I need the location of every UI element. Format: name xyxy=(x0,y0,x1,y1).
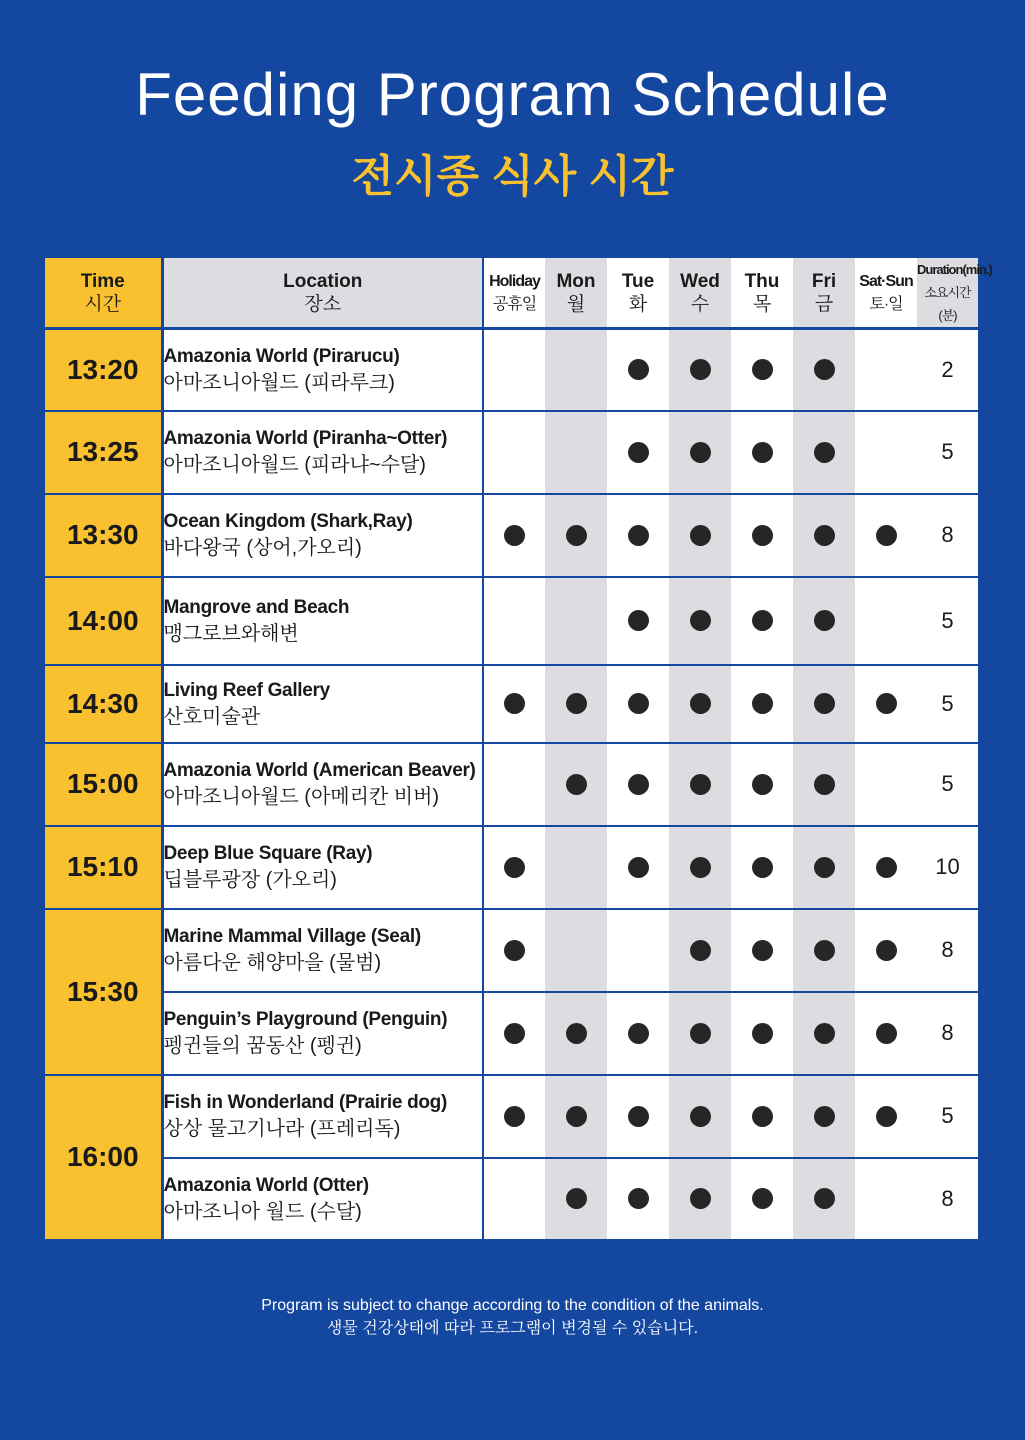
scheduled-dot-icon xyxy=(814,1023,835,1044)
footer-note-en: Program is subject to change according to the condition of the animals. xyxy=(261,1297,764,1314)
scheduled-dot-icon xyxy=(814,610,835,631)
schedule-body xyxy=(45,329,978,1240)
table-row xyxy=(45,1158,978,1240)
day-cell-mon xyxy=(545,826,607,909)
day-cell-thu xyxy=(731,909,793,992)
day-cell-tue xyxy=(607,329,669,411)
page-title: Feeding Program Schedule xyxy=(135,61,890,128)
day-cell-mon xyxy=(545,411,607,494)
header-day-kr: 화 xyxy=(628,293,648,315)
location-name-kr: 딥블루광장 (가오리) xyxy=(163,869,337,891)
location-cell xyxy=(162,909,483,992)
location-name-en: Penguin’s Playground (Penguin) xyxy=(163,1009,448,1030)
scheduled-dot-icon xyxy=(690,442,711,463)
location-cell xyxy=(162,826,483,909)
location-cell xyxy=(162,1158,483,1240)
header-day-en: Holiday xyxy=(489,272,540,290)
day-cell-fri xyxy=(793,494,855,577)
location-name-en: Amazonia World (Otter) xyxy=(163,1174,369,1196)
scheduled-dot-icon xyxy=(814,1188,835,1209)
header-duration-kr: 소요시간(분) xyxy=(924,285,971,323)
schedule-table xyxy=(45,258,992,1241)
duration-cell: 5 xyxy=(917,577,978,665)
header-time-kr: 시간 xyxy=(84,293,122,315)
header-day-en: Wed xyxy=(680,270,720,292)
duration-cell: 8 xyxy=(917,992,978,1075)
header-duration-en: Duration(min.) xyxy=(917,262,992,277)
location-name-en: Ocean Kingdom (Shark,Ray) xyxy=(163,511,413,532)
feeding-time: 15:10 xyxy=(45,826,162,909)
scheduled-dot-icon xyxy=(752,940,773,961)
table-row xyxy=(45,1075,978,1158)
day-cell-mon xyxy=(545,665,607,743)
header-location-kr: 장소 xyxy=(304,293,342,315)
scheduled-dot-icon xyxy=(752,693,773,714)
location-name-en: Amazonia World (Piranha~Otter) xyxy=(163,428,448,449)
day-cell-wed xyxy=(669,329,731,411)
location-name-kr: 아마조니아 월드 (수달) xyxy=(163,1200,362,1223)
scheduled-dot-icon xyxy=(504,1023,525,1044)
day-cell-wed xyxy=(669,665,731,743)
table-row xyxy=(45,411,978,494)
location-cell xyxy=(162,1075,483,1158)
header-day-fri xyxy=(793,258,855,329)
header-day-kr: 목 xyxy=(752,293,772,315)
scheduled-dot-icon xyxy=(566,1023,587,1044)
scheduled-dot-icon xyxy=(814,359,835,380)
scheduled-dot-icon xyxy=(504,693,525,714)
day-cell-satsun xyxy=(855,665,917,743)
header-day-mon xyxy=(545,258,607,329)
day-cell-wed xyxy=(669,494,731,577)
day-cell-tue xyxy=(607,494,669,577)
day-cell-fri xyxy=(793,577,855,665)
scheduled-dot-icon xyxy=(504,857,525,878)
header-day-wed xyxy=(669,258,731,329)
scheduled-dot-icon xyxy=(876,693,897,714)
day-cell-fri xyxy=(793,826,855,909)
scheduled-dot-icon xyxy=(752,1106,773,1127)
day-cell-wed xyxy=(669,1075,731,1158)
location-name-en: Deep Blue Square (Ray) xyxy=(163,843,373,864)
scheduled-dot-icon xyxy=(876,1023,897,1044)
header-time-en: Time xyxy=(80,270,125,292)
day-cell-thu xyxy=(731,577,793,665)
scheduled-dot-icon xyxy=(628,1106,649,1127)
scheduled-dot-icon xyxy=(876,1106,897,1127)
footer-note xyxy=(0,1294,1025,1340)
day-cell-wed xyxy=(669,577,731,665)
day-cell-holiday xyxy=(483,826,545,909)
day-cell-wed xyxy=(669,1158,731,1240)
header-day-en: Thu xyxy=(744,270,780,292)
location-name-kr: 바다왕국 (상어,가오리) xyxy=(163,537,362,559)
day-cell-thu xyxy=(731,992,793,1075)
day-cell-tue xyxy=(607,743,669,826)
page-subtitle: 전시종 식사 시간 xyxy=(351,152,674,201)
day-cell-wed xyxy=(669,826,731,909)
header-day-satsun xyxy=(855,258,917,329)
header-day-en: Fri xyxy=(811,270,837,292)
feeding-time: 15:00 xyxy=(45,743,162,826)
day-cell-satsun xyxy=(855,494,917,577)
location-name-kr: 아마조니아월드 (피라루크) xyxy=(163,371,395,394)
header-day-kr: 금 xyxy=(814,293,834,315)
duration-cell: 5 xyxy=(917,665,978,743)
day-cell-fri xyxy=(793,992,855,1075)
day-cell-mon xyxy=(545,909,607,992)
scheduled-dot-icon xyxy=(504,1106,525,1127)
scheduled-dot-icon xyxy=(566,774,587,795)
day-cell-thu xyxy=(731,329,793,411)
day-cell-wed xyxy=(669,909,731,992)
location-cell xyxy=(162,992,483,1075)
table-row xyxy=(45,992,978,1075)
scheduled-dot-icon xyxy=(566,693,587,714)
scheduled-dot-icon xyxy=(752,442,773,463)
scheduled-dot-icon xyxy=(690,610,711,631)
scheduled-dot-icon xyxy=(504,940,525,961)
day-cell-mon xyxy=(545,992,607,1075)
day-cell-mon xyxy=(545,743,607,826)
duration-cell: 5 xyxy=(917,1075,978,1158)
header-location-en: Location xyxy=(283,270,363,292)
header-day-en: Sat·Sun xyxy=(859,272,913,290)
day-cell-holiday xyxy=(483,494,545,577)
table-row xyxy=(45,743,978,826)
scheduled-dot-icon xyxy=(628,359,649,380)
table-row xyxy=(45,494,978,577)
location-name-en: Amazonia World (Pirarucu) xyxy=(163,345,400,367)
scheduled-dot-icon xyxy=(628,1023,649,1044)
scheduled-dot-icon xyxy=(690,359,711,380)
day-cell-thu xyxy=(731,411,793,494)
header-time xyxy=(45,258,162,329)
location-name-en: Amazonia World (American Beaver) xyxy=(163,760,476,781)
header-day-kr: 월 xyxy=(566,293,586,315)
scheduled-dot-icon xyxy=(814,940,835,961)
day-cell-tue xyxy=(607,1158,669,1240)
scheduled-dot-icon xyxy=(690,1188,711,1209)
scheduled-dot-icon xyxy=(566,1106,587,1127)
scheduled-dot-icon xyxy=(814,857,835,878)
day-cell-thu xyxy=(731,826,793,909)
day-cell-fri xyxy=(793,1158,855,1240)
scheduled-dot-icon xyxy=(814,442,835,463)
day-cell-satsun xyxy=(855,577,917,665)
location-name-kr: 아름다운 해양마을 (물범) xyxy=(163,952,382,974)
day-cell-tue xyxy=(607,665,669,743)
location-name-en: Living Reef Gallery xyxy=(163,679,330,701)
scheduled-dot-icon xyxy=(628,442,649,463)
day-cell-tue xyxy=(607,826,669,909)
scheduled-dot-icon xyxy=(814,774,835,795)
day-cell-thu xyxy=(731,743,793,826)
day-cell-satsun xyxy=(855,743,917,826)
day-cell-fri xyxy=(793,411,855,494)
scheduled-dot-icon xyxy=(752,774,773,795)
day-cell-thu xyxy=(731,494,793,577)
header-day-thu xyxy=(731,258,793,329)
scheduled-dot-icon xyxy=(876,525,897,546)
day-cell-holiday xyxy=(483,909,545,992)
day-cell-holiday xyxy=(483,329,545,411)
location-name-en: Mangrove and Beach xyxy=(163,596,350,618)
scheduled-dot-icon xyxy=(814,1106,835,1127)
location-name-kr: 아마조니아월드 (아메리칸 비버) xyxy=(163,786,440,808)
table-row xyxy=(45,577,978,665)
header-day-holiday xyxy=(483,258,545,329)
day-cell-wed xyxy=(669,411,731,494)
table-row xyxy=(45,826,978,909)
location-cell xyxy=(162,494,483,577)
day-cell-holiday xyxy=(483,1075,545,1158)
scheduled-dot-icon xyxy=(690,774,711,795)
day-cell-thu xyxy=(731,1075,793,1158)
location-name-en: Fish in Wonderland (Prairie dog) xyxy=(163,1092,448,1113)
day-cell-fri xyxy=(793,665,855,743)
header-day-kr: 수 xyxy=(690,293,710,315)
scheduled-dot-icon xyxy=(752,359,773,380)
location-name-kr: 아마조니아월드 (피라냐~수달) xyxy=(163,454,426,476)
header-row xyxy=(45,258,978,329)
day-cell-mon xyxy=(545,577,607,665)
scheduled-dot-icon xyxy=(628,1188,649,1209)
scheduled-dot-icon xyxy=(566,1188,587,1209)
day-cell-holiday xyxy=(483,1158,545,1240)
scheduled-dot-icon xyxy=(814,693,835,714)
day-cell-thu xyxy=(731,665,793,743)
feeding-time: 13:25 xyxy=(45,411,162,494)
scheduled-dot-icon xyxy=(566,525,587,546)
location-cell xyxy=(162,665,483,743)
day-cell-fri xyxy=(793,909,855,992)
location-name-kr: 상상 물고기나라 (프레리독) xyxy=(163,1118,401,1140)
scheduled-dot-icon xyxy=(752,525,773,546)
day-cell-mon xyxy=(545,329,607,411)
scheduled-dot-icon xyxy=(628,610,649,631)
day-cell-holiday xyxy=(483,665,545,743)
scheduled-dot-icon xyxy=(752,610,773,631)
feeding-time: 16:00 xyxy=(45,1075,162,1240)
scheduled-dot-icon xyxy=(690,940,711,961)
location-cell xyxy=(162,329,483,411)
location-name-kr: 산호미술관 xyxy=(163,705,261,728)
scheduled-dot-icon xyxy=(876,857,897,878)
header-day-en: Tue xyxy=(621,270,655,292)
day-cell-tue xyxy=(607,577,669,665)
duration-cell: 5 xyxy=(917,411,978,494)
day-cell-tue xyxy=(607,411,669,494)
day-cell-mon xyxy=(545,1075,607,1158)
day-cell-thu xyxy=(731,1158,793,1240)
footer-note-kr: 생물 건강상태에 따라 프로그램이 변경될 수 있습니다. xyxy=(326,1320,699,1337)
location-name-kr: 맹그로브와해변 xyxy=(163,622,299,645)
day-cell-holiday xyxy=(483,411,545,494)
scheduled-dot-icon xyxy=(752,857,773,878)
location-cell xyxy=(162,411,483,494)
day-cell-fri xyxy=(793,1075,855,1158)
scheduled-dot-icon xyxy=(628,857,649,878)
duration-cell: 8 xyxy=(917,909,978,992)
header-day-tue xyxy=(607,258,669,329)
day-cell-holiday xyxy=(483,577,545,665)
feeding-time: 14:30 xyxy=(45,665,162,743)
day-cell-mon xyxy=(545,1158,607,1240)
location-cell xyxy=(162,577,483,665)
feeding-time: 13:20 xyxy=(45,329,162,411)
duration-cell: 8 xyxy=(917,494,978,577)
location-name-kr: 펭귄들의 꿈동산 (펭귄) xyxy=(163,1035,362,1057)
header-day-kr: 토·일 xyxy=(869,295,903,313)
scheduled-dot-icon xyxy=(690,1106,711,1127)
day-cell-satsun xyxy=(855,992,917,1075)
day-cell-fri xyxy=(793,329,855,411)
feeding-time: 15:30 xyxy=(45,909,162,1075)
scheduled-dot-icon xyxy=(690,1023,711,1044)
scheduled-dot-icon xyxy=(628,525,649,546)
scheduled-dot-icon xyxy=(628,693,649,714)
scheduled-dot-icon xyxy=(690,525,711,546)
scheduled-dot-icon xyxy=(752,1023,773,1044)
feeding-time: 13:30 xyxy=(45,494,162,577)
feeding-time: 14:00 xyxy=(45,577,162,665)
day-cell-mon xyxy=(545,494,607,577)
day-cell-holiday xyxy=(483,992,545,1075)
day-cell-satsun xyxy=(855,909,917,992)
location-cell xyxy=(162,743,483,826)
duration-cell: 10 xyxy=(917,826,978,909)
day-cell-wed xyxy=(669,992,731,1075)
day-cell-satsun xyxy=(855,1158,917,1240)
duration-cell: 2 xyxy=(917,329,978,411)
scheduled-dot-icon xyxy=(752,1188,773,1209)
scheduled-dot-icon xyxy=(690,693,711,714)
header-duration xyxy=(917,258,992,329)
header-day-en: Mon xyxy=(556,270,596,292)
duration-cell: 5 xyxy=(917,743,978,826)
duration-cell: 8 xyxy=(917,1158,978,1240)
scheduled-dot-icon xyxy=(876,940,897,961)
scheduled-dot-icon xyxy=(690,857,711,878)
table-row xyxy=(45,329,978,411)
header-day-kr: 공휴일 xyxy=(492,295,537,313)
day-cell-satsun xyxy=(855,411,917,494)
day-cell-tue xyxy=(607,992,669,1075)
header-location xyxy=(162,258,483,329)
scheduled-dot-icon xyxy=(628,774,649,795)
table-row xyxy=(45,665,978,743)
day-cell-holiday xyxy=(483,743,545,826)
day-cell-tue xyxy=(607,1075,669,1158)
day-cell-fri xyxy=(793,743,855,826)
table-row xyxy=(45,909,978,992)
day-cell-satsun xyxy=(855,826,917,909)
scheduled-dot-icon xyxy=(504,525,525,546)
scheduled-dot-icon xyxy=(814,525,835,546)
day-cell-satsun xyxy=(855,329,917,411)
day-cell-tue xyxy=(607,909,669,992)
location-name-en: Marine Mammal Village (Seal) xyxy=(163,926,421,947)
day-cell-wed xyxy=(669,743,731,826)
day-cell-satsun xyxy=(855,1075,917,1158)
